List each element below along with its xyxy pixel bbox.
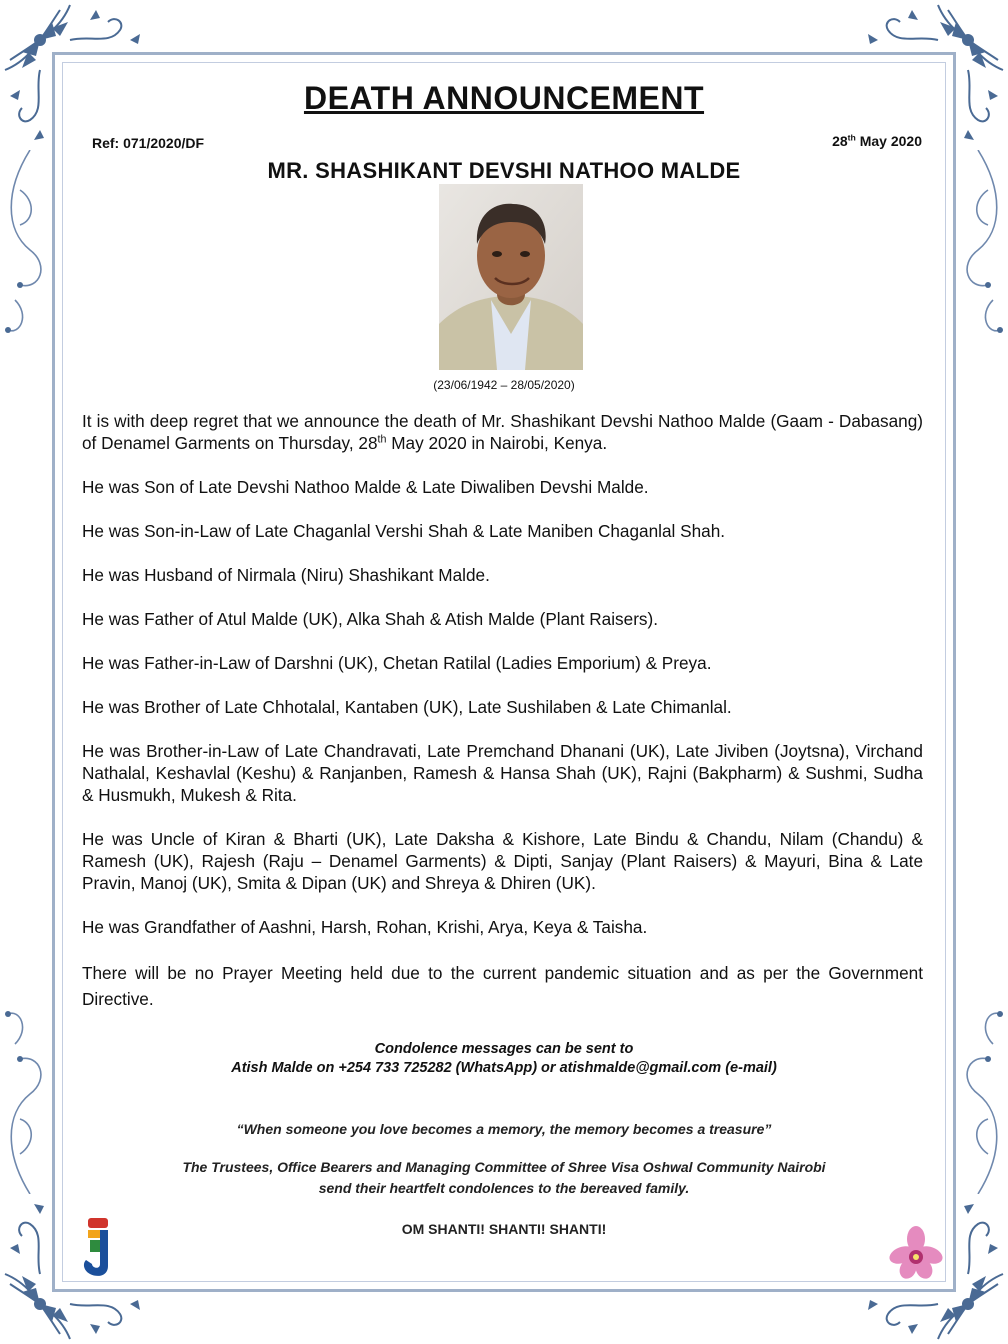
husband-paragraph: He was Husband of Nirmala (Niru) Shashikant Malde. bbox=[82, 565, 490, 585]
contact-line: Atish Malde on +254 733 725282 (WhatsApp) or atishmalde@gmail.com (e-mail) bbox=[231, 1060, 777, 1076]
reference-number: Ref: 071/2020/DF bbox=[92, 135, 205, 151]
trustees-line: The Trustees, Office Bearers and Managing Committee of Shree Visa Oshwal Community Nairobi bbox=[182, 1159, 826, 1175]
trustees-message bbox=[0, 1157, 1008, 1199]
deceased-name: MR. SHASHIKANT DEVSHI NATHOO MALDE bbox=[267, 158, 741, 183]
announcement-date: 28th May 2020 bbox=[832, 132, 922, 149]
intro-paragraph: It is with deep regret that we announce the death of Mr. Shashikant Devshi Nathoo Malde (Gaam - Dabasang) of Denamel Garments on Thursday, 28th May 2020 in Nairobi, Kenya. bbox=[82, 411, 923, 453]
uncle-paragraph: He was Uncle of Kiran & Bharti (UK), Late Daksha & Kishore, Late Bindu & Chandu, Nilam (Chandu) & Ramesh (UK), Rajesh (Raju – Denamel Garments) & Dipti, Sanjay (Plant Raisers) & Mayuri, Bina & Late Pravin, Manoj (UK), Smita & Dipan (UK) and Shreya & Dhiren (UK). bbox=[82, 829, 923, 893]
page-title: DEATH ANNOUNCEMENT bbox=[303, 80, 705, 116]
announcement-body bbox=[82, 410, 923, 1012]
memorial-quote: “When someone you love becomes a memory, the memory becomes a treasure” bbox=[236, 1121, 772, 1137]
community-logo bbox=[78, 1216, 118, 1280]
grandfather-paragraph: He was Grandfather of Aashni, Harsh, Rohan, Krishi, Arya, Keya & Taisha. bbox=[82, 917, 648, 937]
father-in-law-paragraph: He was Father-in-Law of Darshni (UK), Chetan Ratilal (Ladies Emporium) & Preya. bbox=[82, 653, 712, 673]
orchid-icon bbox=[888, 1225, 944, 1281]
condolence-contact bbox=[0, 1040, 1008, 1078]
portrait-photo bbox=[439, 184, 583, 370]
father-paragraph: He was Father of Atul Malde (UK), Alka Shah & Atish Malde (Plant Raisers). bbox=[82, 609, 659, 629]
condolence-line: Condolence messages can be sent to bbox=[374, 1041, 634, 1057]
brother-in-law-paragraph: He was Brother-in-Law of Late Chandravati, Late Premchand Dhanani (UK), Late Jiviben (Joytsna), Virchand Nathalal, Keshavlal (Keshu) & Ranjanben, Ramesh & Hansa Shah (UK), Rajni (Bakpharm) & Sushmi, Sudha & Husmukh, Mukesh & Rita. bbox=[82, 741, 923, 805]
floral-corner-ornament bbox=[0, 0, 150, 150]
prayer-paragraph: There will be no Prayer Meeting held due to the current pandemic situation and as per the Government Directive. bbox=[82, 963, 923, 1009]
brother-paragraph: He was Brother of Late Chhotalal, Kantaben (UK), Late Sushilaben & Late Chimanlal. bbox=[82, 697, 732, 717]
son-in-law-paragraph: He was Son-in-Law of Late Chaganlal Vershi Shah & Late Maniben Chaganlal Shah. bbox=[82, 521, 726, 541]
floral-corner-ornament bbox=[858, 0, 1008, 150]
om-shanti-text: OM SHANTI! SHANTI! SHANTI! bbox=[401, 1221, 607, 1237]
son-paragraph: He was Son of Late Devshi Nathoo Malde & Late Diwaliben Devshi Malde. bbox=[82, 477, 649, 497]
trustees-line: send their heartfelt condolences to the bereaved family. bbox=[318, 1180, 690, 1196]
floral-corner-ornament bbox=[0, 1194, 150, 1344]
life-dates: (23/06/1942 – 28/05/2020) bbox=[433, 378, 575, 392]
